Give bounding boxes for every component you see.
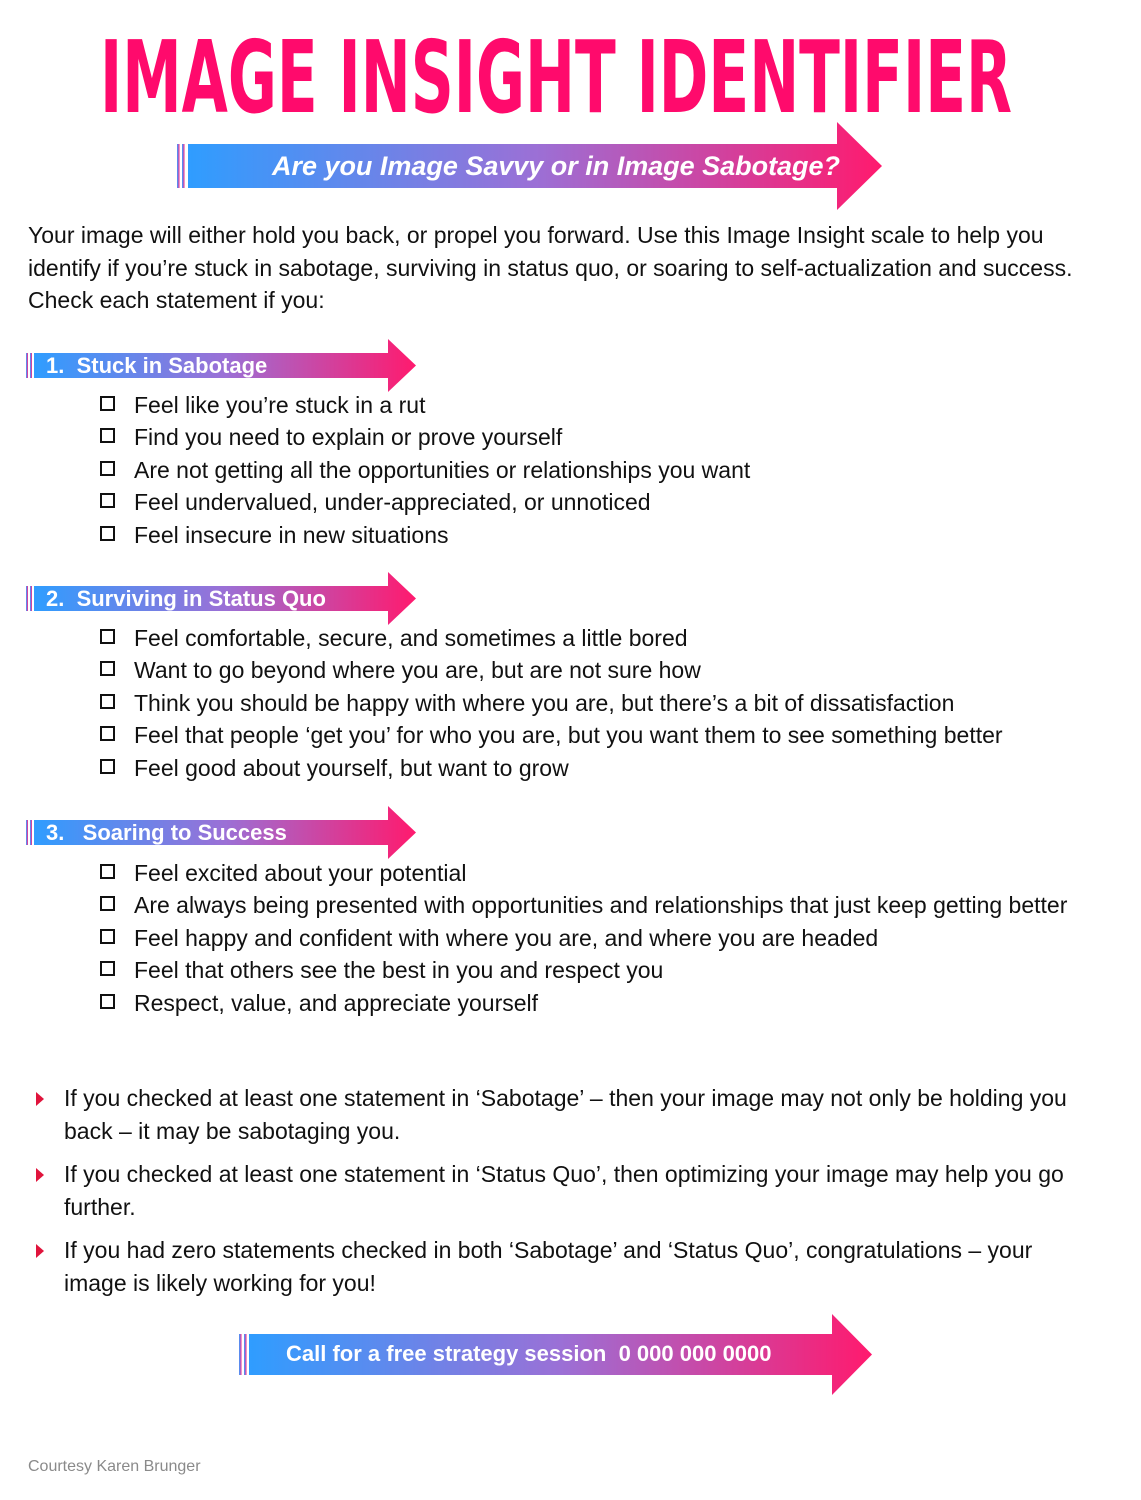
- checklist-item: [100, 486, 1090, 518]
- checklist-item: [100, 889, 1090, 921]
- checklist-item: [100, 719, 1090, 751]
- checklist-item: [100, 987, 1090, 1019]
- checklist-item-text: Feel good about yourself, but want to grow: [134, 754, 569, 781]
- checklist-item-text: Want to go beyond where you are, but are not sure how: [134, 657, 701, 684]
- checkbox[interactable]: [100, 994, 115, 1009]
- cta-text: Call for a free strategy session 0 000 000 0000: [286, 1341, 772, 1366]
- checkbox[interactable]: [100, 396, 115, 411]
- subtitle: Are you Image Savvy or in Image Sabotage?: [271, 151, 840, 181]
- arrow-bullet-icon: [36, 1092, 44, 1106]
- result-item: [36, 1082, 1096, 1147]
- checkbox[interactable]: [100, 694, 115, 709]
- checklist-item: [100, 857, 1090, 889]
- checkbox[interactable]: [100, 526, 115, 541]
- page-title-text: IMAGE INSIGHT IDENTIFIER: [100, 19, 1012, 136]
- results-list: [36, 1082, 1096, 1310]
- checkbox[interactable]: [100, 661, 115, 676]
- checkbox[interactable]: [100, 864, 115, 879]
- checklist-item-text: Feel comfortable, secure, and sometimes a little bored: [134, 625, 688, 651]
- checkbox[interactable]: [100, 759, 115, 774]
- checklist-item-text: Feel happy and confident with where you are, and where you are headed: [134, 924, 879, 951]
- section-2-heading: 2. Surviving in Status Quo: [46, 586, 326, 611]
- checklist-item-text: Feel excited about your potential: [134, 860, 467, 886]
- checklist-item-text: Feel that others see the best in you and respect you: [134, 957, 664, 984]
- checklist-item-text: Think you should be happy with where you are, but there’s a bit of dissatisfaction: [134, 689, 955, 716]
- section-1-list: [100, 389, 1090, 551]
- result-text: If you checked at least one statement in ‘Sabotage’ – then your image may not only be holding you back – it may be sabotaging you.: [64, 1085, 1067, 1144]
- checklist-item: [100, 687, 1090, 719]
- subtitle-banner: [174, 122, 884, 212]
- cta-banner[interactable]: [237, 1314, 877, 1398]
- checklist-item: [100, 519, 1090, 551]
- checklist-item-text: Respect, value, and appreciate yourself: [134, 989, 539, 1016]
- intro-paragraph: Your image will either hold you back, or propel you forward. Use this Image Insight scale to help you identify if you’re stuck in sabotage, surviving in status quo, or soaring to self-actualization and success. Check each statement if you:: [28, 222, 1073, 313]
- checklist-item-text: Feel undervalued, under-appreciated, or unnoticed: [134, 489, 651, 516]
- checklist-item: [100, 421, 1090, 453]
- section-1-heading: 1. Stuck in Sabotage: [46, 353, 268, 378]
- result-text: If you had zero statements checked in both ‘Sabotage’ and ‘Status Quo’, congratulations – your image is likely working for you!: [64, 1237, 1033, 1296]
- checklist-item: [100, 389, 1090, 421]
- checklist-item-text: Feel insecure in new situations: [134, 521, 449, 548]
- checklist-item-text: Find you need to explain or prove yourself: [134, 424, 563, 451]
- result-text: If you checked at least one statement in ‘Status Quo’, then optimizing your image may help you go further.: [64, 1161, 1064, 1220]
- credit-text: Courtesy Karen Brunger: [28, 1458, 201, 1475]
- checklist-item: [100, 922, 1090, 954]
- checklist-item: [100, 454, 1090, 486]
- page-title: [0, 19, 1141, 136]
- section-3-banner: [24, 806, 420, 862]
- checklist-item-text: Are always being presented with opportunities and relationships that just keep getting better: [134, 892, 1068, 919]
- section-3-heading: 3. Soaring to Success: [46, 820, 287, 845]
- section-1-banner: [24, 339, 420, 395]
- checklist-item-text: Feel like you’re stuck in a rut: [134, 392, 426, 418]
- result-item: [36, 1158, 1096, 1223]
- checklist-item: [100, 622, 1090, 654]
- arrow-bullet-icon: [36, 1244, 44, 1258]
- checkbox[interactable]: [100, 961, 115, 976]
- checkbox[interactable]: [100, 896, 115, 911]
- checkbox[interactable]: [100, 493, 115, 508]
- checkbox[interactable]: [100, 428, 115, 443]
- section-3-list: [100, 857, 1090, 1019]
- checkbox[interactable]: [100, 461, 115, 476]
- checkbox[interactable]: [100, 629, 115, 644]
- checklist-item: [100, 752, 1090, 784]
- checklist-item-text: Are not getting all the opportunities or relationships you want: [134, 456, 751, 483]
- checklist-item-text: Feel that people ‘get you’ for who you are, but you want them to see something better: [134, 722, 1003, 749]
- checklist-item: [100, 954, 1090, 986]
- section-2-list: [100, 622, 1090, 784]
- result-item: [36, 1234, 1096, 1299]
- arrow-bullet-icon: [36, 1168, 44, 1182]
- section-2-banner: [24, 572, 420, 628]
- checklist-item: [100, 654, 1090, 686]
- checkbox[interactable]: [100, 726, 115, 741]
- checkbox[interactable]: [100, 929, 115, 944]
